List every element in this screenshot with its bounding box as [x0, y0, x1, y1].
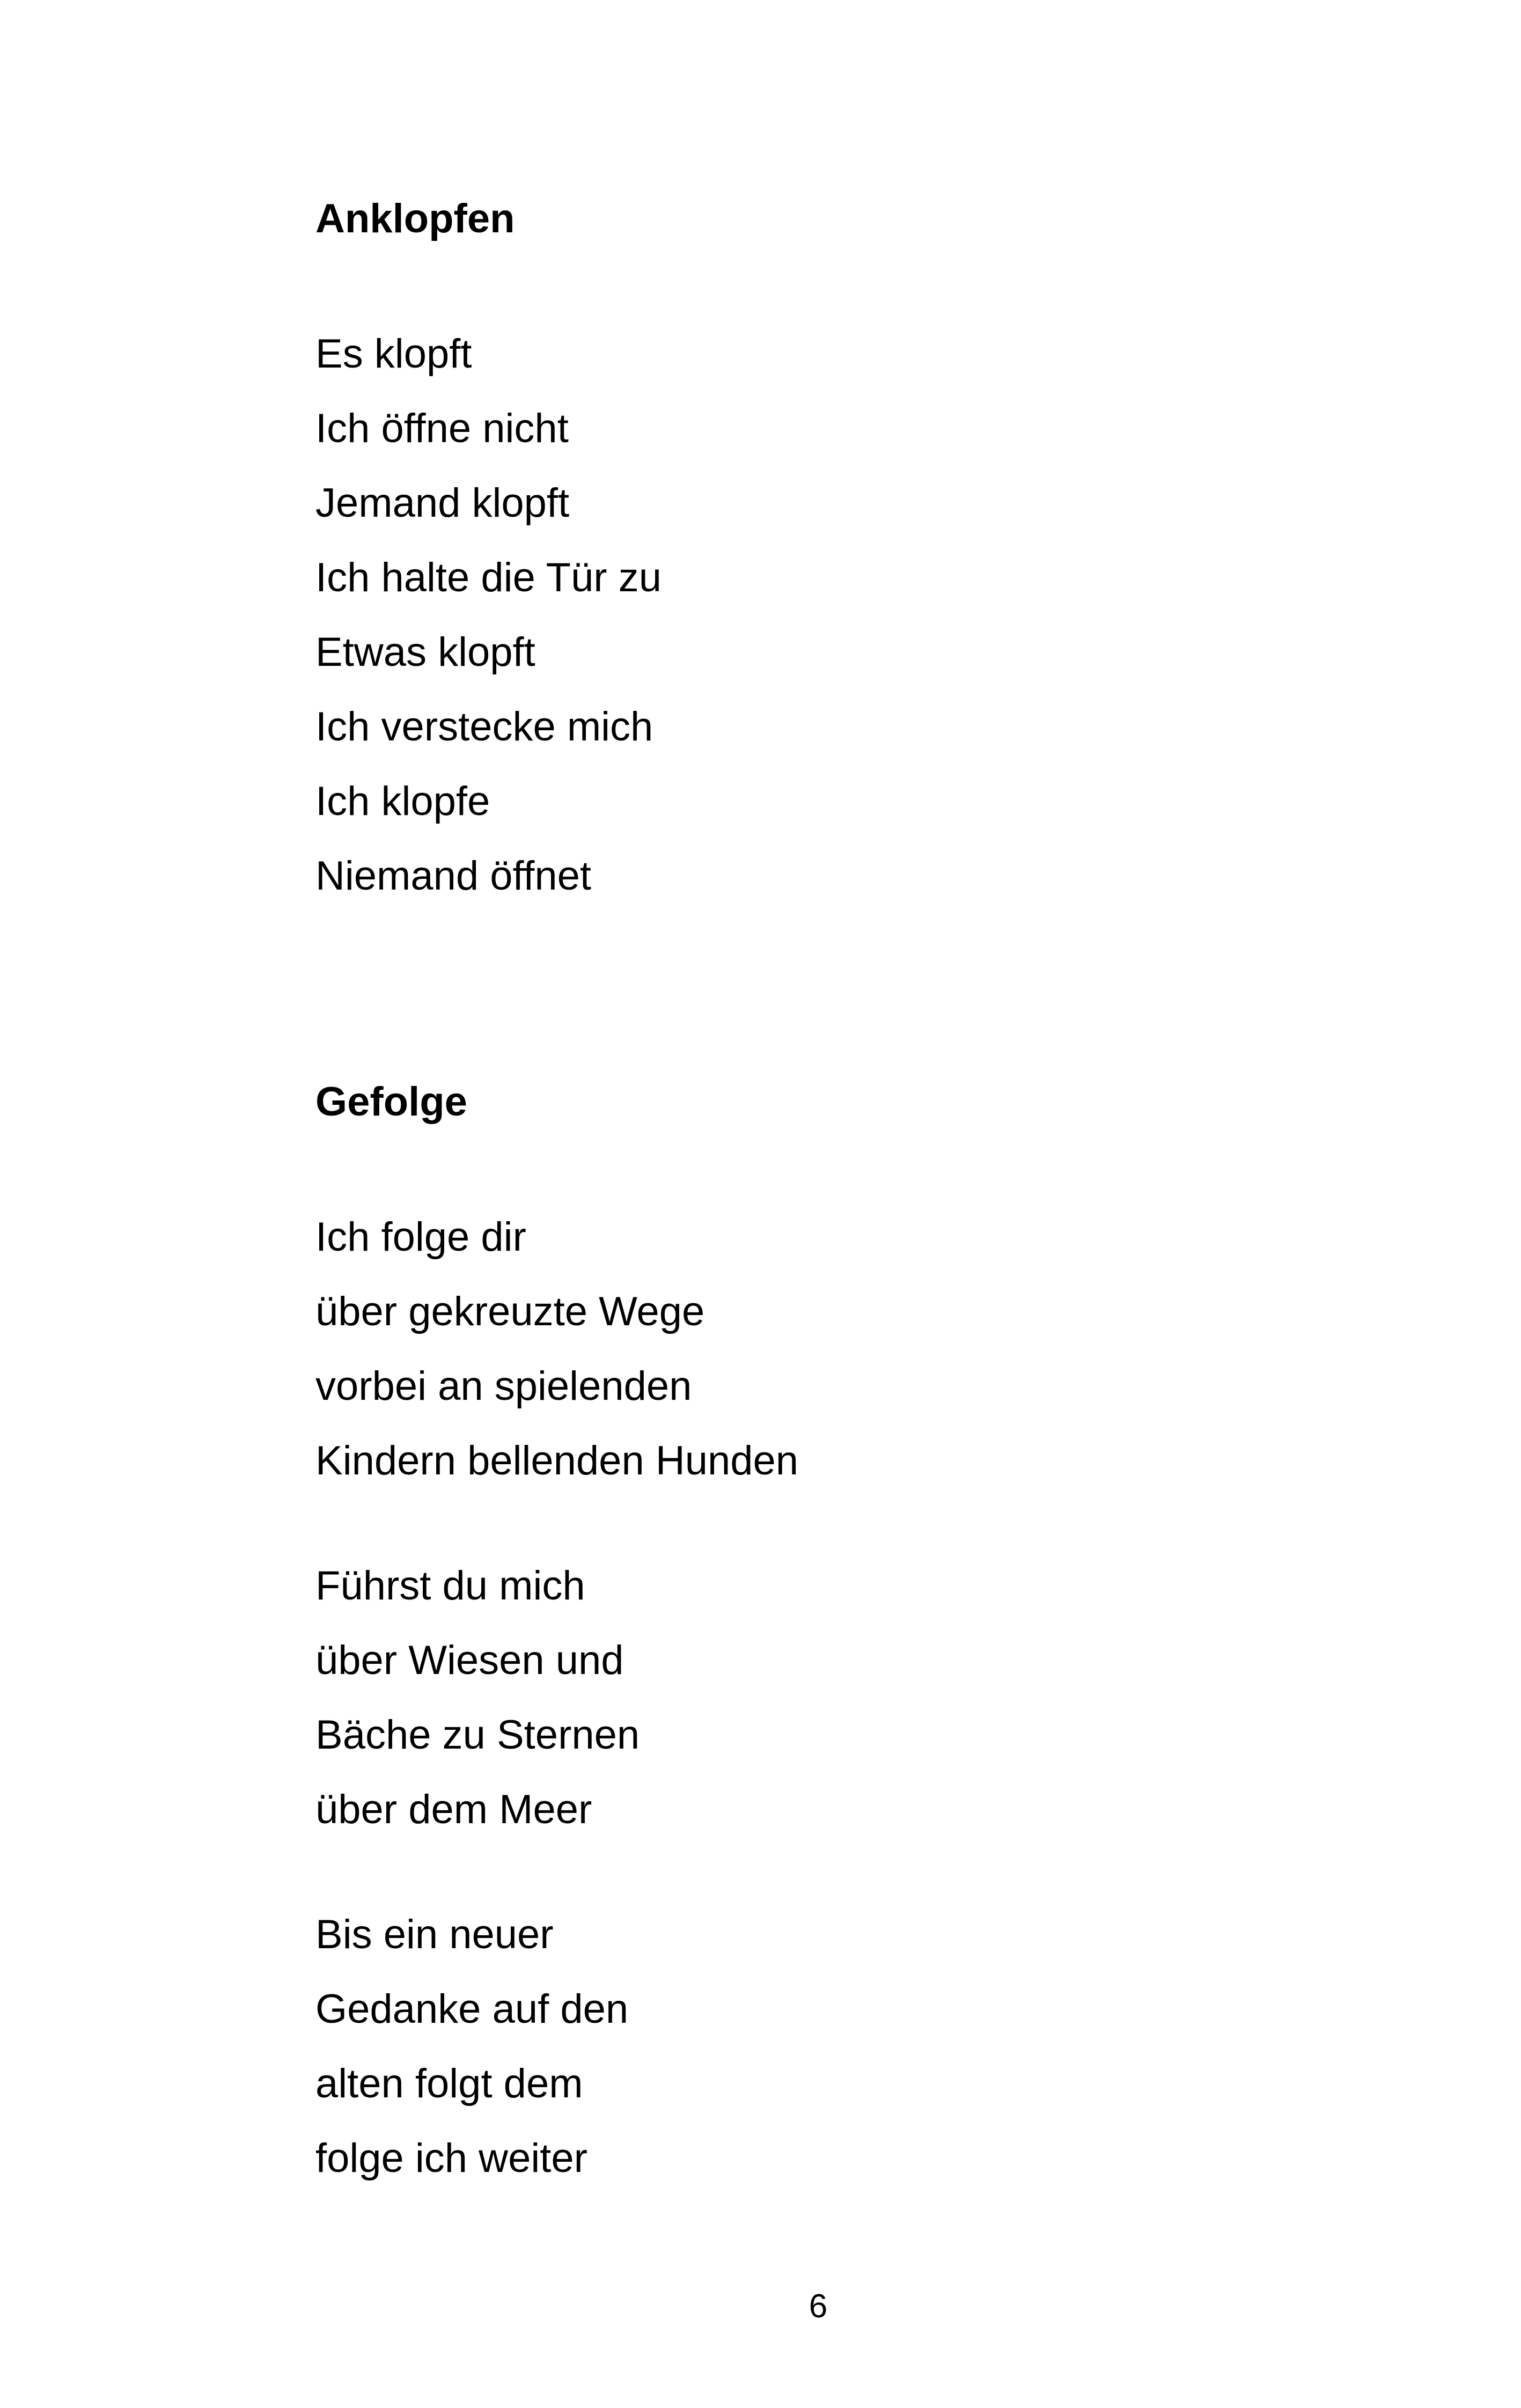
poem-line: Führst du mich: [315, 1563, 585, 1609]
poem-line: über Wiesen und: [315, 1638, 624, 1683]
poem-line: Ich verstecke mich: [315, 704, 653, 750]
poem-line: Bis ein neuer: [315, 1912, 554, 1957]
poem-line: Ich öffne nicht: [315, 406, 569, 451]
poem-line: Ich folge dir: [315, 1214, 526, 1260]
poem-line: Kindern bellenden Hunden: [315, 1438, 799, 1484]
poem-title: Gefolge: [315, 1079, 467, 1125]
poem-line: vorbei an spielenden: [315, 1363, 692, 1409]
poem-line: folge ich weiter: [315, 2135, 587, 2181]
poem-line: Ich halte die Tür zu: [315, 555, 662, 600]
page-number: 6: [809, 2288, 828, 2325]
poem-line: alten folgt dem: [315, 2061, 583, 2106]
poem-line: Gedanke auf den: [315, 1986, 629, 2032]
poem-line: Etwas klopft: [315, 629, 535, 675]
poem-line: Es klopft: [315, 331, 472, 377]
poem-line: Ich klopfe: [315, 779, 490, 824]
poem-line: Jemand klopft: [315, 480, 570, 526]
poem-line: Bäche zu Sternen: [315, 1712, 640, 1758]
poem-line: über dem Meer: [315, 1787, 592, 1832]
poem-line: über gekreuzte Wege: [315, 1289, 705, 1334]
poem-title: Anklopfen: [315, 196, 515, 241]
poem-line: Niemand öffnet: [315, 853, 592, 899]
